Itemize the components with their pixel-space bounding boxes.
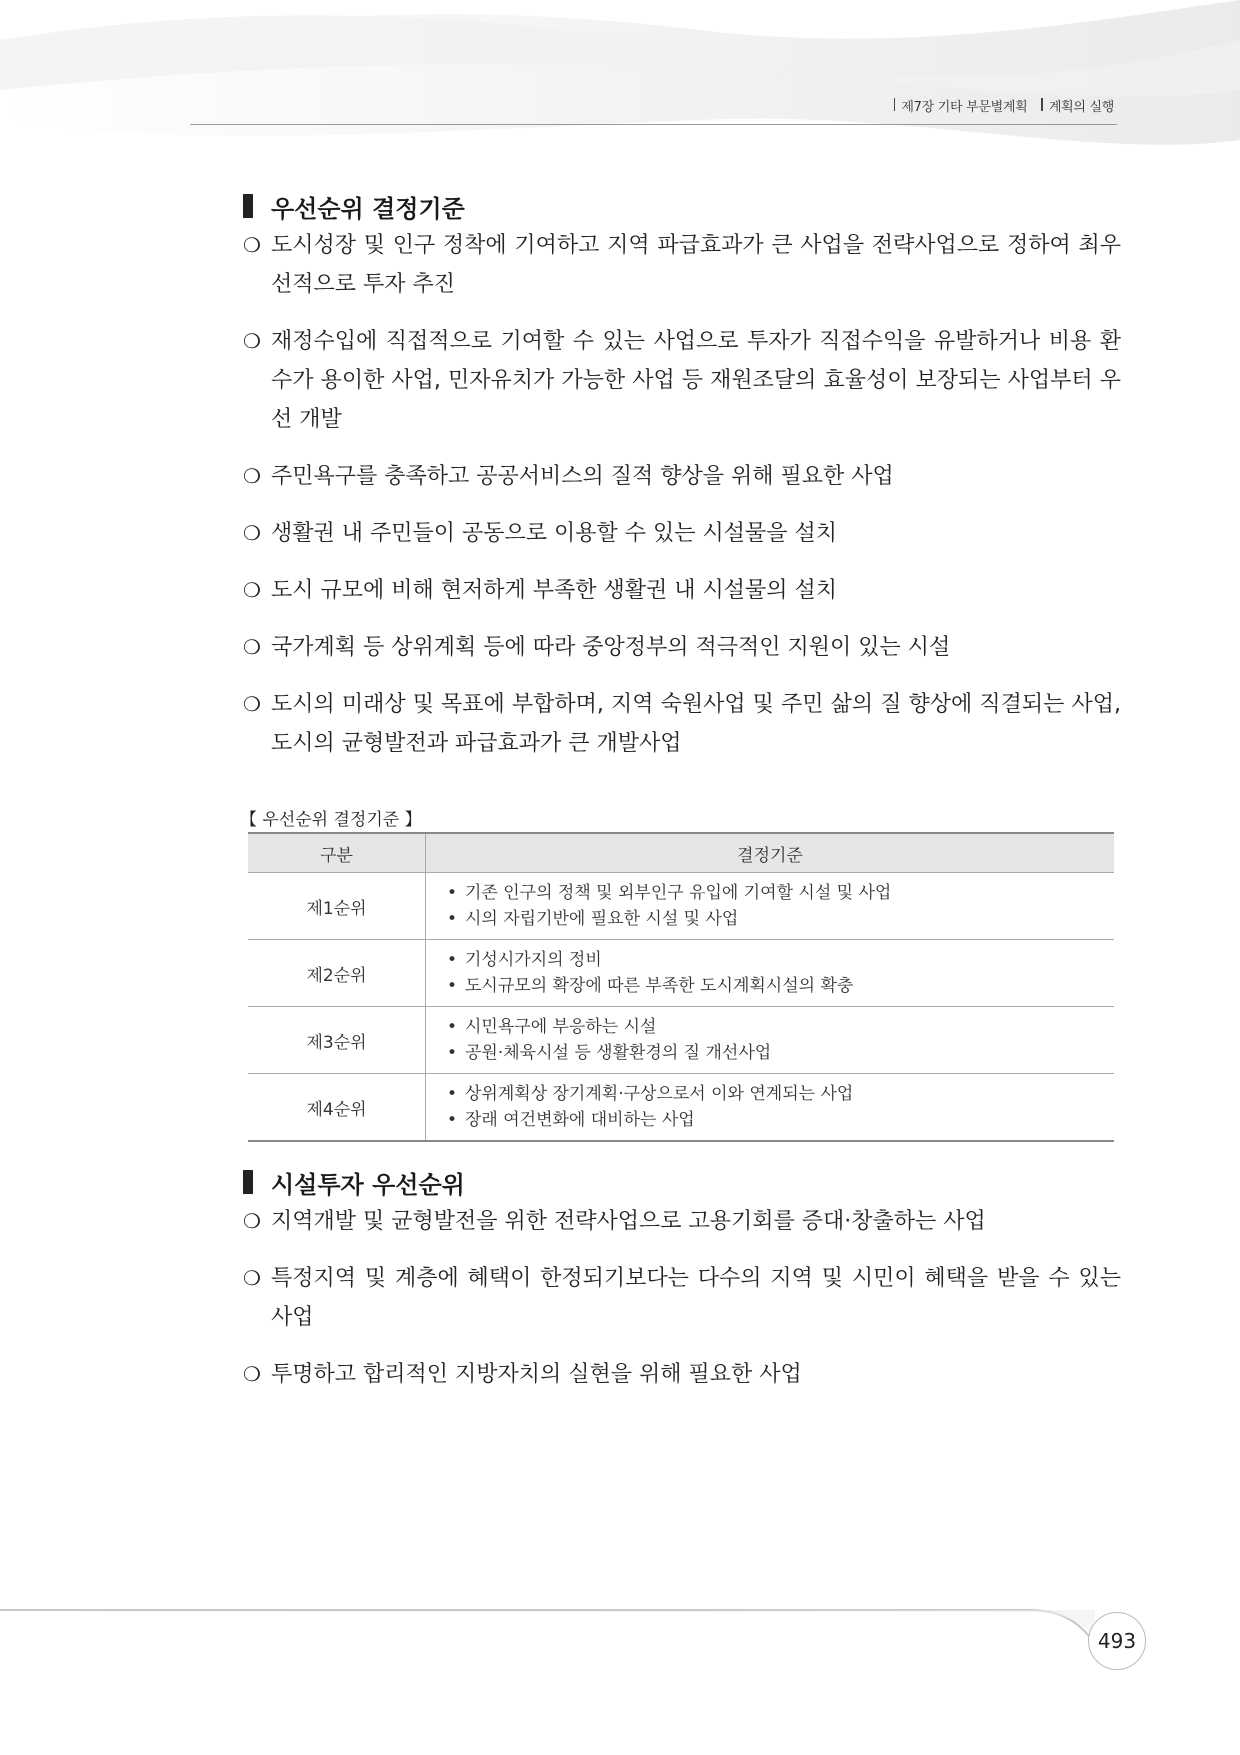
list-item: ❍ 재정수입에 직접적으로 기여할 수 있는 사업으로 투자가 직접수익을 유발하거나 비용 환수가 용이한 사업, 민자유치가 가능한 사업 등 재원조달의 효율성이 보장되는 사업부터 우선 개발: [243, 322, 1123, 439]
section-title: [243, 188, 1123, 224]
running-header: [894, 96, 1114, 115]
circle-bullet-icon: ❍: [243, 1362, 261, 1386]
rank-cell: 제4순위: [248, 1074, 426, 1142]
table-header-row: [248, 833, 1114, 873]
criteria-cell: [426, 940, 1115, 1007]
list-item: ❍ 도시성장 및 인구 정착에 기여하고 지역 파급효과가 큰 사업을 전략사업으로 정하여 최우선적으로 투자 추진: [243, 226, 1123, 304]
list-item: ❍ 도시의 미래상 및 목표에 부합하며, 지역 숙원사업 및 주민 삶의 질 향상에 직결되는 사업, 도시의 균형발전과 파급효과가 큰 개발사업: [243, 685, 1123, 763]
circle-bullet-icon: ❍: [243, 329, 261, 353]
criteria-item: • 도시규모의 확장에 따른 부족한 도시계획시설의 확충: [447, 973, 1113, 999]
list-item: ❍ 도시 규모에 비해 현저하게 부족한 생활권 내 시설물의 설치: [243, 571, 1123, 610]
column-header-criteria: 결정기준: [426, 833, 1115, 873]
circle-bullet-icon: ❍: [243, 521, 261, 545]
section-marker-icon: [243, 194, 253, 218]
criteria-item: • 장래 여건변화에 대비하는 사업: [447, 1107, 1113, 1133]
table-row: [248, 873, 1114, 940]
circle-bullet-icon: ❍: [243, 692, 261, 716]
circle-bullet-icon: ❍: [243, 1209, 261, 1233]
running-header-chapter: 제7장 기타 부문별계획: [894, 96, 1027, 115]
criteria-cell: [426, 873, 1115, 940]
priority-criteria-table: [248, 832, 1114, 1142]
list-item: ❍ 투명하고 합리적인 지방자치의 실현을 위해 필요한 사업: [243, 1355, 1123, 1394]
list-item: ❍ 주민욕구를 충족하고 공공서비스의 질적 향상을 위해 필요한 사업: [243, 457, 1123, 496]
criteria-cell: [426, 1074, 1115, 1142]
section-title: [243, 1164, 1123, 1200]
circle-bullet-icon: ❍: [243, 578, 261, 602]
list-item: ❍ 지역개발 및 균형발전을 위한 전략사업으로 고용기회를 증대·창출하는 사업: [243, 1202, 1123, 1241]
criteria-item: • 시민욕구에 부응하는 시설: [447, 1014, 1113, 1040]
criteria-item: • 기성시가지의 정비: [447, 947, 1113, 973]
section-facility-investment-priority: [243, 1164, 1123, 1394]
page-number: 493: [1088, 1612, 1146, 1670]
list-item: ❍ 생활권 내 주민들이 공동으로 이용할 수 있는 시설물을 설치: [243, 514, 1123, 553]
list-item: ❍ 국가계획 등 상위계획 등에 따라 중앙정부의 적극적인 지원이 있는 시설: [243, 628, 1123, 667]
circle-bullet-icon: ❍: [243, 635, 261, 659]
criteria-cell: [426, 1007, 1115, 1074]
table-row: [248, 1007, 1114, 1074]
running-header-section: 계획의 실행: [1041, 96, 1114, 115]
table-row: [248, 1074, 1114, 1142]
rank-cell: 제2순위: [248, 940, 426, 1007]
section-priority-criteria: [243, 188, 1123, 763]
section-title-text: 우선순위 결정기준: [271, 194, 465, 223]
footer-curve: [0, 1590, 1240, 1680]
column-header-category: 구분: [248, 833, 426, 873]
criteria-item: • 기존 인구의 정책 및 외부인구 유입에 기여할 시설 및 사업: [447, 880, 1113, 906]
criteria-item: • 상위계획상 장기계획·구상으로서 이와 연계되는 사업: [447, 1081, 1113, 1107]
criteria-item: • 공원·체육시설 등 생활환경의 질 개선사업: [447, 1040, 1113, 1066]
circle-bullet-icon: ❍: [243, 464, 261, 488]
rank-cell: 제1순위: [248, 873, 426, 940]
circle-bullet-icon: ❍: [243, 1266, 261, 1290]
section-marker-icon: [243, 1170, 253, 1194]
table-row: [248, 940, 1114, 1007]
header-rule: [190, 124, 1117, 125]
section-title-text: 시설투자 우선순위: [271, 1170, 465, 1199]
criteria-item: • 시의 자립기반에 필요한 시설 및 사업: [447, 906, 1113, 932]
table-caption: 【 우선순위 결정기준 】: [240, 810, 422, 830]
list-item: ❍ 특정지역 및 계층에 혜택이 한정되기보다는 다수의 지역 및 시민이 혜택을 받을 수 있는 사업: [243, 1259, 1123, 1337]
rank-cell: 제3순위: [248, 1007, 426, 1074]
circle-bullet-icon: ❍: [243, 233, 261, 257]
